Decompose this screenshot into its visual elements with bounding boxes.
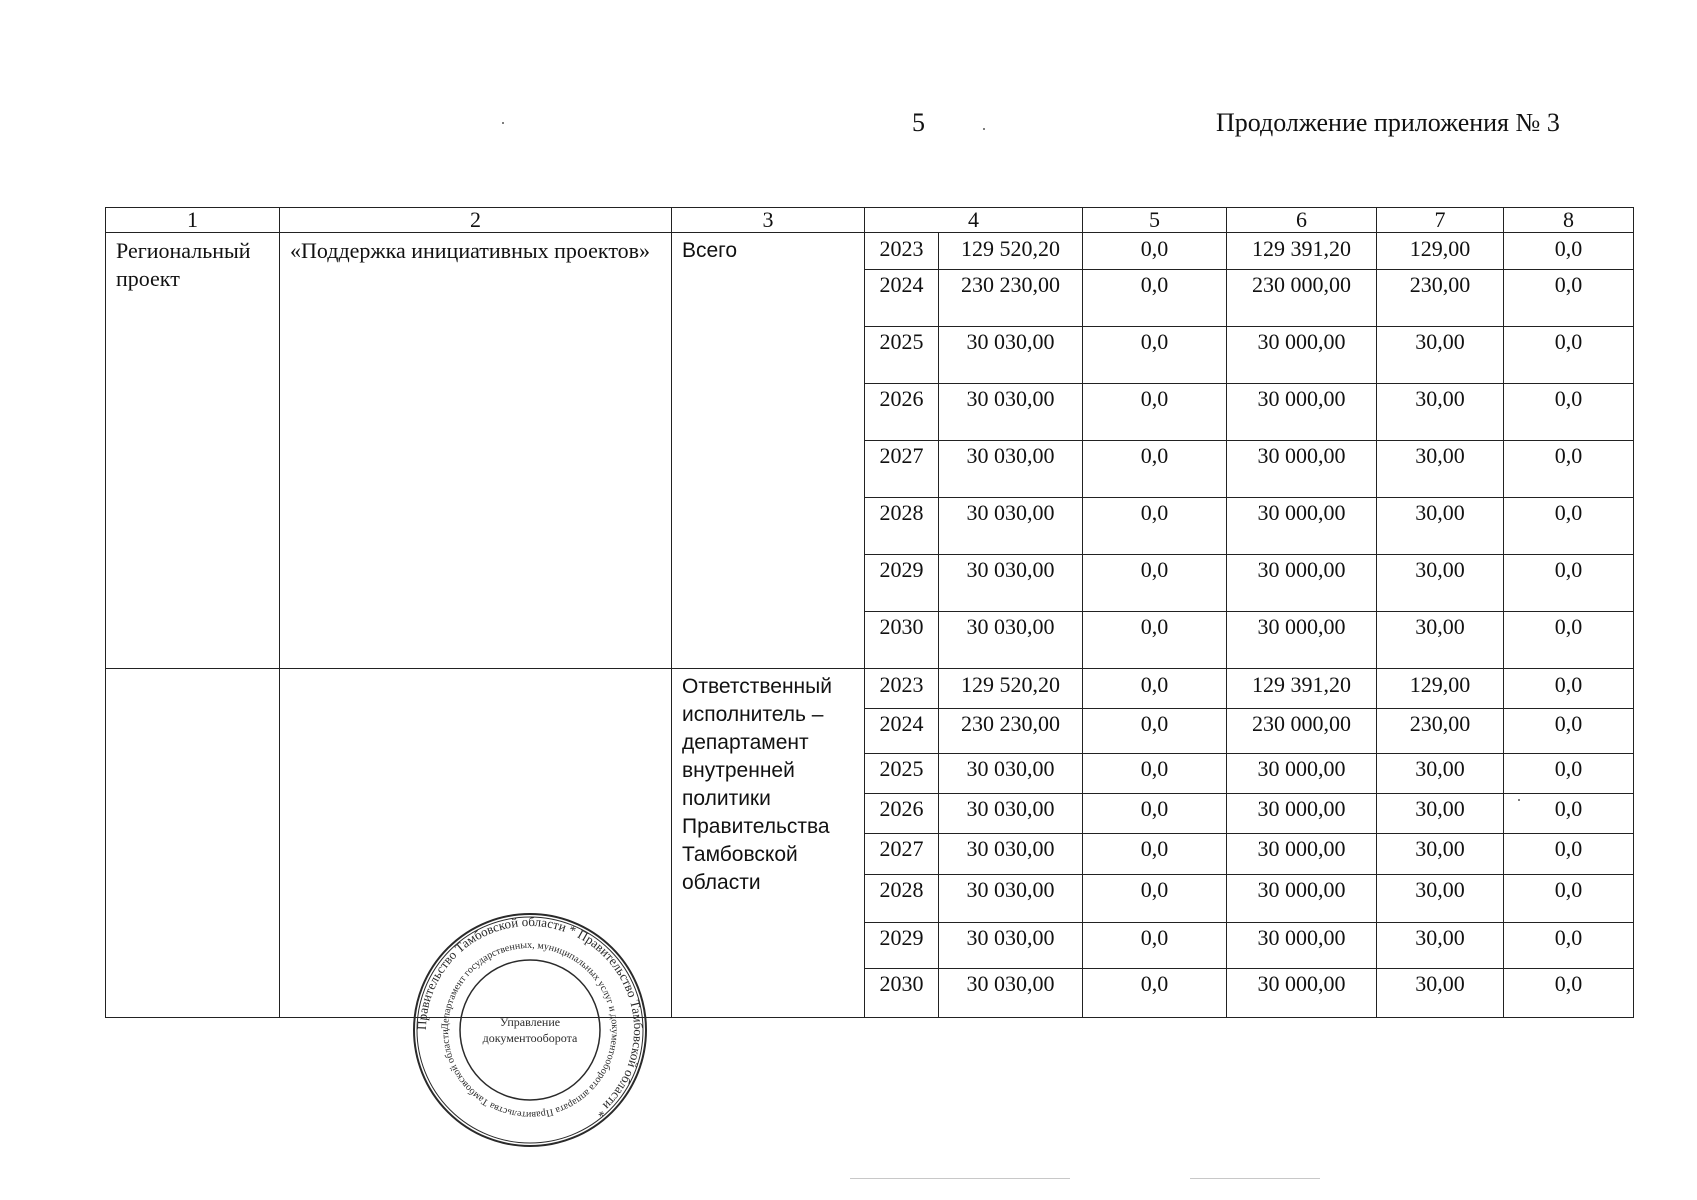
year-cell: 2029 (865, 923, 939, 969)
stamp-outer-text: Правительство Тамбовской области * Правительство Тамбовской области * (413, 913, 647, 1121)
local-cell: 30,00 (1377, 834, 1504, 875)
header-cell: 5 (1083, 208, 1227, 233)
regional-cell: 30 000,00 (1227, 875, 1377, 923)
header-cell: 7 (1377, 208, 1504, 233)
total-cell: 30 030,00 (939, 875, 1083, 923)
project-name-cell: «Поддержка инициативных проектов» (280, 233, 672, 669)
regional-cell: 129 391,20 (1227, 669, 1377, 709)
stamp-center-line2: документооборота (482, 1031, 578, 1045)
federal-cell: 0,0 (1083, 233, 1227, 270)
federal-cell: 0,0 (1083, 709, 1227, 754)
year-cell: 2030 (865, 612, 939, 669)
year-cell: 2030 (865, 969, 939, 1018)
regional-cell: 30 000,00 (1227, 923, 1377, 969)
local-cell: 30,00 (1377, 612, 1504, 669)
header-cell: 4 (865, 208, 1083, 233)
annex-title: Продолжение приложения № 3 (1216, 108, 1560, 137)
project-type-cell (106, 669, 280, 1018)
federal-cell: 0,0 (1083, 498, 1227, 555)
year-cell: 2026 (865, 794, 939, 834)
regional-cell: 30 000,00 (1227, 384, 1377, 441)
header-cell: 6 (1227, 208, 1377, 233)
total-cell: 129 520,20 (939, 669, 1083, 709)
regional-cell: 30 000,00 (1227, 498, 1377, 555)
local-cell: 129,00 (1377, 669, 1504, 709)
budget-table (105, 207, 1634, 1018)
local-cell: 129,00 (1377, 233, 1504, 270)
local-cell: 230,00 (1377, 270, 1504, 327)
stamp-middle-text: Департамент государственных, муниципальных услуг и документооборота аппарата Правительства Тамбовской области (439, 939, 621, 1121)
federal-cell: 0,0 (1083, 875, 1227, 923)
header-row (106, 208, 1634, 233)
year-cell: 2027 (865, 834, 939, 875)
regional-cell: 30 000,00 (1227, 612, 1377, 669)
total-cell: 30 030,00 (939, 327, 1083, 384)
regional-cell: 30 000,00 (1227, 969, 1377, 1018)
total-cell: 30 030,00 (939, 834, 1083, 875)
year-cell: 2025 (865, 327, 939, 384)
other-cell: 0,0 (1504, 441, 1634, 498)
year-cell: 2023 (865, 669, 939, 709)
regional-cell: 30 000,00 (1227, 555, 1377, 612)
other-cell: 0,0 (1504, 923, 1634, 969)
funding-source-cell: Всего (672, 233, 865, 669)
funding-source-cell: Ответственный исполнитель – департамент внутренней политики Правительства Тамбовской области (672, 669, 865, 1018)
header-cell: 8 (1504, 208, 1634, 233)
total-cell: 30 030,00 (939, 923, 1083, 969)
other-cell: 0,0 (1504, 834, 1634, 875)
federal-cell: 0,0 (1083, 270, 1227, 327)
federal-cell: 0,0 (1083, 384, 1227, 441)
scan-speck (502, 122, 504, 124)
project-type-cell: Региональный проект (106, 233, 280, 669)
local-cell: 230,00 (1377, 709, 1504, 754)
header-cell: 3 (672, 208, 865, 233)
regional-cell: 30 000,00 (1227, 834, 1377, 875)
other-cell: 0,0 (1504, 233, 1634, 270)
header-cell: 2 (280, 208, 672, 233)
official-stamp (410, 910, 650, 1150)
other-cell: 0,0 (1504, 612, 1634, 669)
other-cell: 0,0 (1504, 270, 1634, 327)
local-cell: 30,00 (1377, 794, 1504, 834)
other-cell: 0,0 (1504, 794, 1634, 834)
federal-cell: 0,0 (1083, 754, 1227, 794)
regional-cell: 230 000,00 (1227, 709, 1377, 754)
table-row (106, 233, 1634, 270)
year-cell: 2027 (865, 441, 939, 498)
total-cell: 30 030,00 (939, 794, 1083, 834)
local-cell: 30,00 (1377, 923, 1504, 969)
year-cell: 2024 (865, 270, 939, 327)
other-cell: 0,0 (1504, 709, 1634, 754)
year-cell: 2026 (865, 384, 939, 441)
scan-speck (1518, 799, 1520, 801)
year-cell: 2028 (865, 875, 939, 923)
year-cell: 2029 (865, 555, 939, 612)
stamp-center-line1: Управление (499, 1015, 561, 1029)
year-cell: 2028 (865, 498, 939, 555)
federal-cell: 0,0 (1083, 441, 1227, 498)
total-cell: 30 030,00 (939, 754, 1083, 794)
federal-cell: 0,0 (1083, 923, 1227, 969)
federal-cell: 0,0 (1083, 612, 1227, 669)
scan-speck (983, 128, 985, 130)
regional-cell: 30 000,00 (1227, 794, 1377, 834)
total-cell: 30 030,00 (939, 498, 1083, 555)
local-cell: 30,00 (1377, 384, 1504, 441)
local-cell: 30,00 (1377, 754, 1504, 794)
year-cell: 2024 (865, 709, 939, 754)
federal-cell: 0,0 (1083, 327, 1227, 384)
regional-cell: 30 000,00 (1227, 754, 1377, 794)
other-cell: 0,0 (1504, 669, 1634, 709)
total-cell: 30 030,00 (939, 555, 1083, 612)
svg-text:Департамент государственных, м (440, 940, 620, 1120)
federal-cell: 0,0 (1083, 969, 1227, 1018)
regional-cell: 30 000,00 (1227, 327, 1377, 384)
local-cell: 30,00 (1377, 498, 1504, 555)
local-cell: 30,00 (1377, 969, 1504, 1018)
local-cell: 30,00 (1377, 441, 1504, 498)
total-cell: 230 230,00 (939, 709, 1083, 754)
total-cell: 129 520,20 (939, 233, 1083, 270)
table-row (106, 669, 1634, 709)
total-cell: 30 030,00 (939, 441, 1083, 498)
total-cell: 30 030,00 (939, 384, 1083, 441)
scan-artifact (850, 1178, 1070, 1179)
other-cell: 0,0 (1504, 875, 1634, 923)
regional-cell: 230 000,00 (1227, 270, 1377, 327)
other-cell: 0,0 (1504, 384, 1634, 441)
other-cell: 0,0 (1504, 327, 1634, 384)
federal-cell: 0,0 (1083, 555, 1227, 612)
other-cell: 0,0 (1504, 754, 1634, 794)
scan-artifact (1190, 1178, 1320, 1179)
page-number: 5 (912, 108, 925, 137)
regional-cell: 30 000,00 (1227, 441, 1377, 498)
federal-cell: 0,0 (1083, 834, 1227, 875)
federal-cell: 0,0 (1083, 669, 1227, 709)
total-cell: 230 230,00 (939, 270, 1083, 327)
regional-cell: 129 391,20 (1227, 233, 1377, 270)
year-cell: 2023 (865, 233, 939, 270)
other-cell: 0,0 (1504, 555, 1634, 612)
federal-cell: 0,0 (1083, 794, 1227, 834)
header-cell: 1 (106, 208, 280, 233)
local-cell: 30,00 (1377, 327, 1504, 384)
total-cell: 30 030,00 (939, 969, 1083, 1018)
year-cell: 2025 (865, 754, 939, 794)
local-cell: 30,00 (1377, 555, 1504, 612)
other-cell: 0,0 (1504, 969, 1634, 1018)
total-cell: 30 030,00 (939, 612, 1083, 669)
local-cell: 30,00 (1377, 875, 1504, 923)
other-cell: 0,0 (1504, 498, 1634, 555)
